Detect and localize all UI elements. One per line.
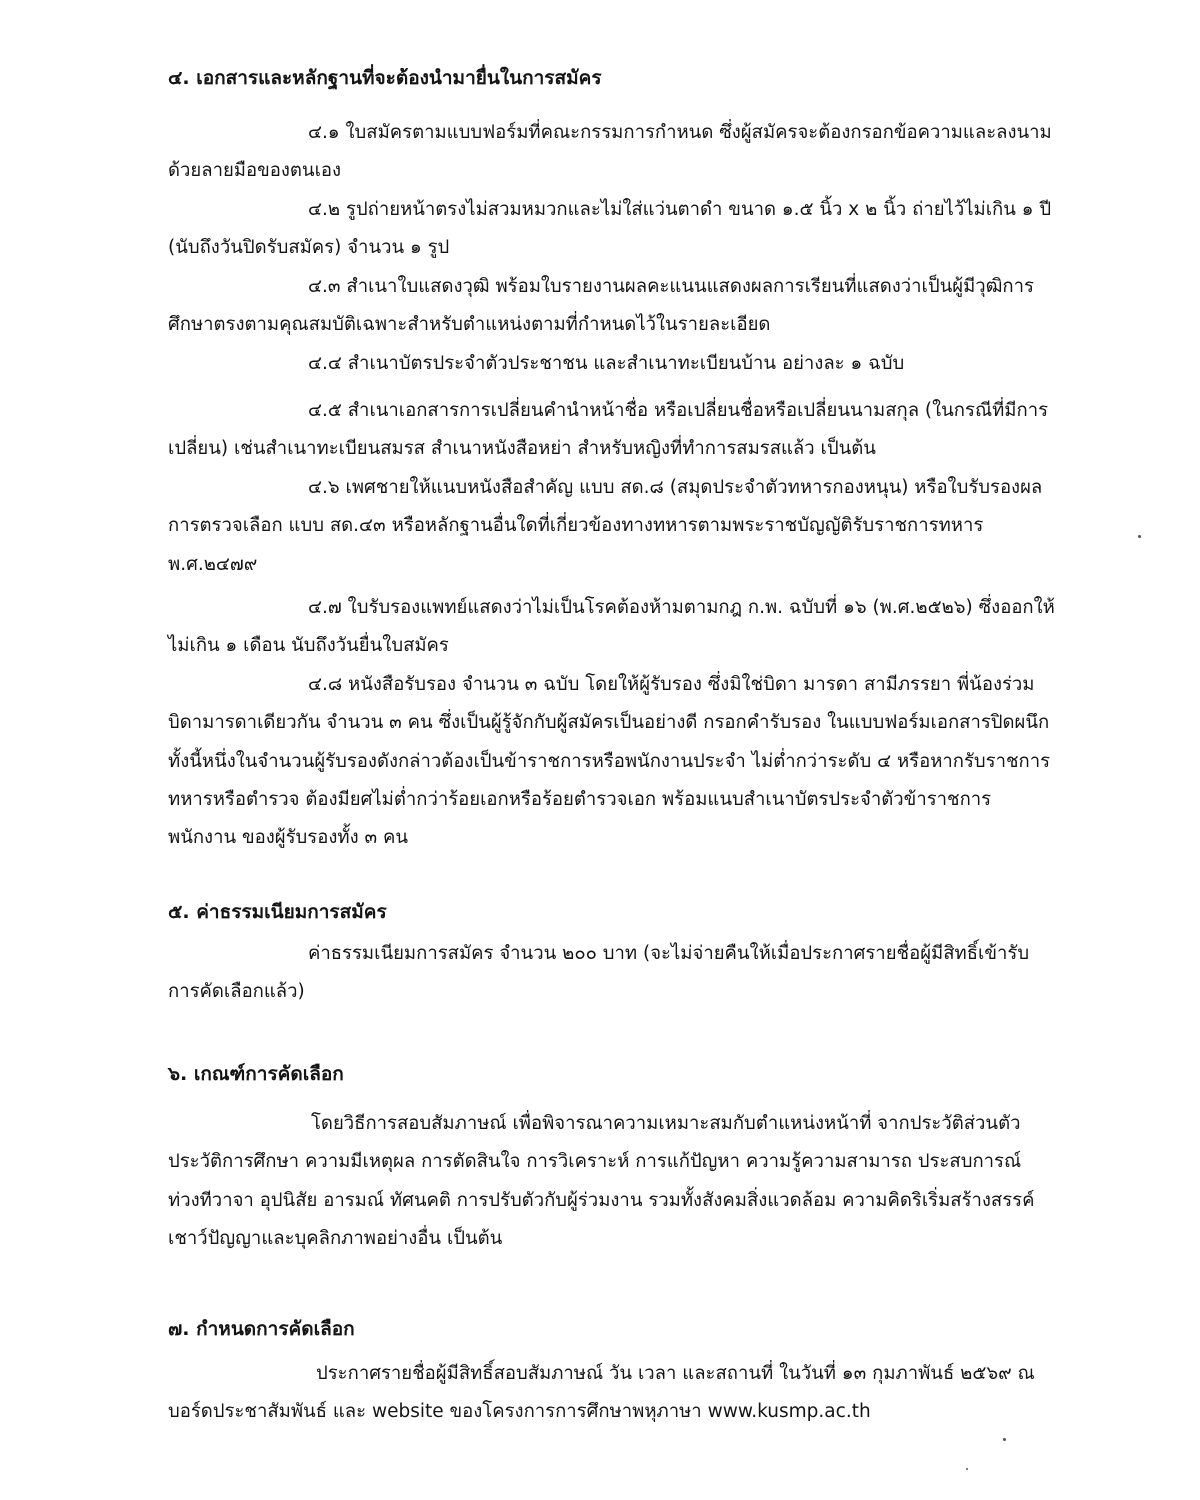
section-5-text: ค่าธรรมเนียมการสมัคร จำนวน ๒๐๐ บาท (จะไม่จ่ายคืนให้เมื่อประกาศรายชื่อผู้มีสิทธิ์เข้ารับการคัดเลือกแล้ว) (168, 943, 1030, 1003)
item-4-5: ๔.๕ สำเนาเอกสารการเปลี่ยนคำนำหน้าชื่อ หรือเปลี่ยนชื่อหรือเปลี่ยนนามสกุล (ในกรณีที่มีการเปลี่ยน) เช่นสำเนาทะเบียนสมรส สำเนาหนังสือหย่า สำหรับหญิงที่ทำการสมรสแล้ว เป็นต้น (168, 400, 1049, 460)
section-6-text: โดยวิธีการสอบสัมภาษณ์ เพื่อพิจารณาความเหมาะสมกับตำแหน่งหน้าที่ จากประวัติส่วนตัว ประวัติการศึกษา ความมีเหตุผล การตัดสินใจ การวิเคราะห์ การแก้ปัญหา ความรู้ความสามารถ ประสบการณ์ ท่วงทีวาจา อุปนิสัย อารมณ์ ทัศนคติ การปรับตัวกับผู้ร่วมงาน รวมทั้งสังคมสิ่งแวดล้อม ความคิดริเริ่มสร้างสรรค์ เชาว์ปัญญาและบุคลิกภาพอย่างอื่น เป็นต้น (168, 1113, 1035, 1249)
item-4-3: ๔.๓ สำเนาใบแสดงวุฒิ พร้อมใบรายงานผลคะแนนแสดงผลการเรียนที่แสดงว่าเป็นผู้มีวุฒิการศึกษาตรงตามคุณสมบัติเฉพาะสำหรับตำแหน่งตามที่กำหนดไว้ในรายละเอียด (168, 276, 1034, 336)
item-4-1: ๔.๑ ใบสมัครตามแบบฟอร์มที่คณะกรรมการกำหนด ซึ่งผู้สมัครจะต้องกรอกข้อความและลงนามด้วยลายมือของตนเอง (168, 122, 1052, 182)
section-5-heading: ๕. ค่าธรรมเนียมการสมัคร (168, 901, 387, 923)
item-4-6: ๔.๖ เพศชายให้แนบหนังสือสำคัญ แบบ สด.๘ (สมุดประจำตัวทหารกองหนุน) หรือใบรับรองผลการตรวจเลือก แบบ สด.๔๓ หรือหลักฐานอื่นใดที่เกี่ยวข้องทางทหารตามพระราชบัญญัติรับราชการทหาร พ.ศ.๒๔๗๙ (168, 477, 1043, 575)
section-7-text: ประกาศรายชื่อผู้มีสิทธิ์สอบสัมภาษณ์ วัน เวลา และสถานที่ ในวันที่ ๑๓ กุมภาพันธ์ ๒๕๖๙ ณ บอร์ดประชาสัมพันธ์ และ website ของโครงการการศึกษาพหุภาษา www.kusmp.ac.th (168, 1363, 1035, 1423)
scan-speck (966, 1468, 968, 1470)
section-6-heading: ๖. เกณฑ์การคัดเลือก (168, 1063, 344, 1085)
item-4-7: ๔.๗ ใบรับรองแพทย์แสดงว่าไม่เป็นโรคต้องห้ามตามกฎ ก.พ. ฉบับที่ ๑๖ (พ.ศ.๒๕๒๖) ซึ่งออกให้ไม่เกิน ๑ เดือน นับถึงวันยื่นใบสมัคร (168, 597, 1055, 657)
scan-speck (1138, 535, 1141, 538)
section-4-heading: ๔. เอกสารและหลักฐานที่จะต้องนำมายื่นในการสมัคร (168, 67, 602, 89)
item-4-2: ๔.๒ รูปถ่ายหน้าตรงไม่สวมหมวกและไม่ใส่แว่นตาดำ ขนาด ๑.๕ นิ้ว x ๒ นิ้ว ถ่ายไว้ไม่เกิน ๑ ปี (นับถึงวันปิดรับสมัคร) จำนวน ๑ รูป (168, 199, 1052, 259)
item-4-8: ๔.๘ หนังสือรับรอง จำนวน ๓ ฉบับ โดยให้ผู้รับรอง ซึ่งมิใช่บิดา มารดา สามีภรรยา พี่น้องร่วมบิดามารดาเดียวกัน จำนวน ๓ คน ซึ่งเป็นผู้รู้จักกับผู้สมัครเป็นอย่างดี กรอกคำรับรอง ในแบบฟอร์มเอกสารปิดผนึก ทั้งนี้หนึ่งในจำนวนผู้รับรองดังกล่าวต้องเป็นข้าราชการหรือพนักงานประจำ ไม่ต่ำกว่าระดับ ๔ หรือหากรับราชการทหารหรือตำรวจ ต้องมียศไม่ต่ำกว่าร้อยเอกหรือร้อยตำรวจเอก พร้อมแนบสำเนาบัตรประจำตัวข้าราชการ พนักงาน ของผู้รับรองทั้ง ๓ คน (168, 674, 1051, 849)
item-4-4: ๔.๔ สำเนาบัตรประจำตัวประชาชน และสำเนาทะเบียนบ้าน อย่างละ ๑ ฉบับ (308, 353, 905, 374)
scan-speck (1003, 1438, 1006, 1441)
section-7-heading: ๗. กำหนดการคัดเลือก (168, 1318, 355, 1340)
